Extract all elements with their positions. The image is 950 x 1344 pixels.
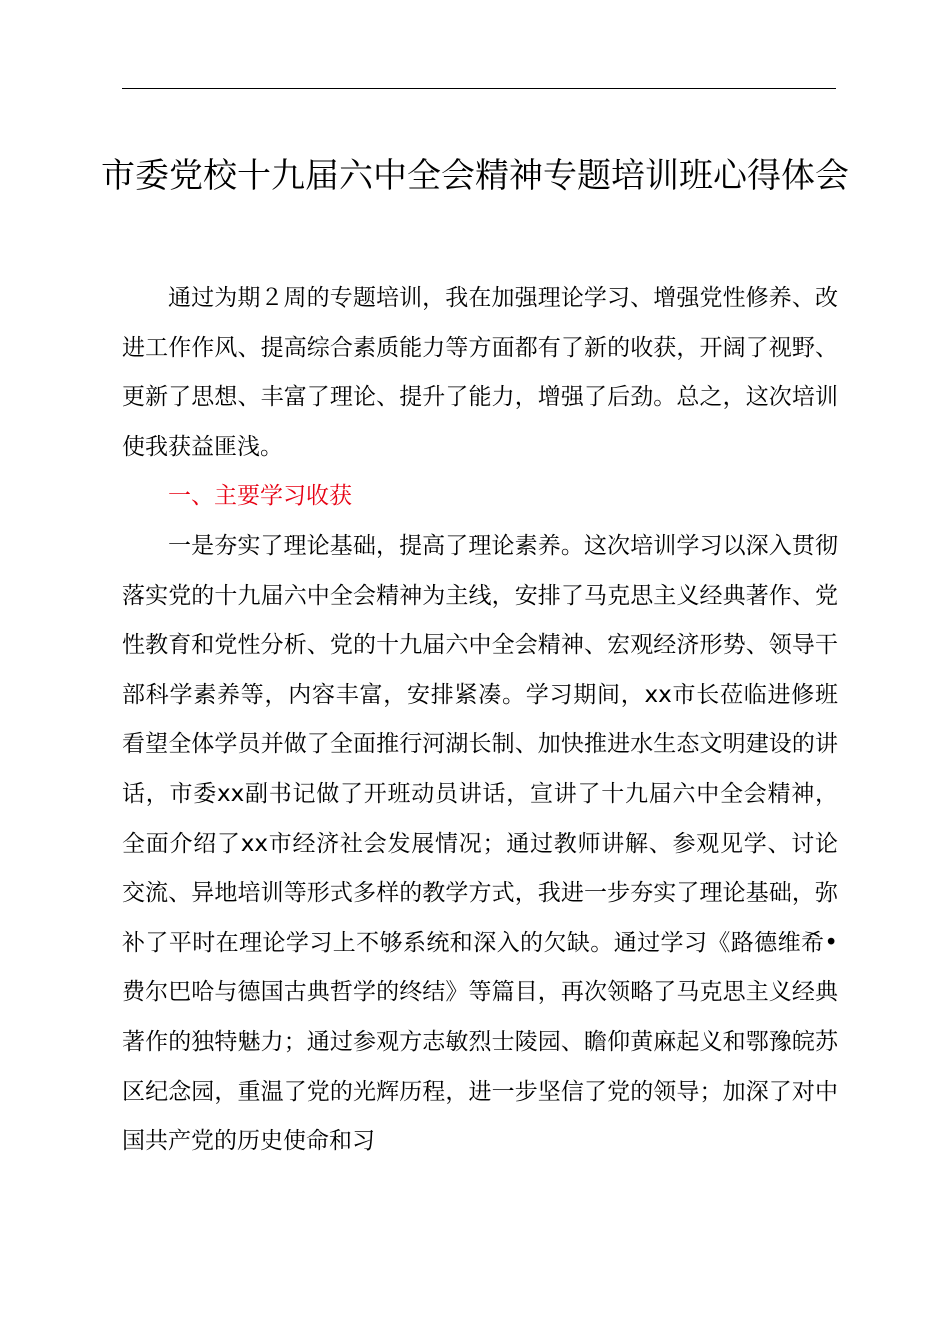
document-body <box>122 274 838 1167</box>
section-heading: 一、主要学习收获 <box>168 483 352 510</box>
body-paragraph: 一是夯实了理论基础，提高了理论素养。这次培训学习以深入贯彻落实党的十九届六中全会精神为主线，安排了马克思主义经典著作、党性教育和党性分析、党的十九届六中全会精神、宏观经济形势、领导干部科学素养等，内容丰富，安排紧凑。学习期间，xx市长莅临进修班看望全体学员并做了全面推行河湖长制、加快推进水生态文明建设的讲话，市委xx副书记做了开班动员讲话，宣讲了十九届六中全会精神，全面介绍了xx市经济社会发展情况；通过教师讲解、参观见学、讨论交流、异地培训等形式多样的教学方式，我进一步夯实了理论基础，弥补了平时在理论学习上不够系统和深入的欠缺。通过学习《路德维希•费尔巴哈与德国古典哲学的终结》等篇目，再次领略了马克思主义经典著作的独特魅力；通过参观方志敏烈士陵园、瞻仰黄麻起义和鄂豫皖苏区纪念园，重温了党的光辉历程，进一步坚信了党的领导；加深了对中国共产党的历史使命和习 <box>122 532 838 1155</box>
header-rule <box>122 88 836 89</box>
document-title: 市委党校十九届六中全会精神专题培训班心得体会 <box>101 156 849 196</box>
intro-paragraph: 通过为期２周的专题培训，我在加强理论学习、增强党性修养、改进工作作风、提高综合素质能力等方面都有了新的收获，开阔了视野、更新了思想、丰富了理论、提升了能力，增强了后劲。总之，这次培训使我获益匪浅。 <box>122 285 838 460</box>
